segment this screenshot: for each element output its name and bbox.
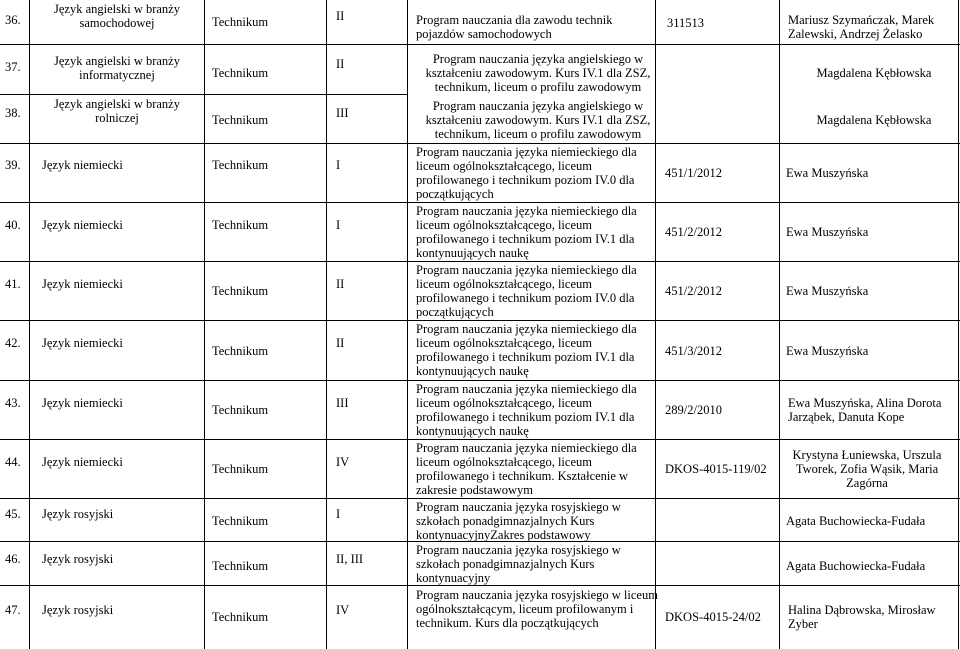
program-number-cell: DKOS-4015-119/02 xyxy=(665,462,767,476)
subject-cell: Język rosyjski xyxy=(42,603,114,617)
program-cell: Program nauczania języka niemieckiego dla liceum ogólnokształcącego, liceum profilowanego i technikum poziom IV.1 dla kontynuujących naukę xyxy=(416,382,637,438)
grid-line xyxy=(0,380,960,381)
authors-cell: Ewa Muszyńska xyxy=(786,166,869,180)
grid-line xyxy=(0,143,960,144)
authors-cell: Halina Dąbrowska, Mirosław Zyber xyxy=(788,603,936,631)
school-cell: Technikum xyxy=(212,514,269,528)
row-number: 46. xyxy=(5,552,21,566)
program-cell: Program nauczania dla zawodu technik pojazdów samochodowych xyxy=(416,13,613,41)
grid-line xyxy=(0,320,960,321)
program-cell: Program nauczania języka angielskiego w kształceniu zawodowym. Kurs IV.1 dla ZSZ, technikum, liceum o profilu zawodowym xyxy=(425,52,651,94)
program-cell: Program nauczania języka niemieckiego dla liceum ogólnokształcącego, liceum profilowanego i technikum poziom IV.1 dla kontynuujących naukę xyxy=(416,322,637,378)
row-number: 42. xyxy=(5,336,21,350)
authors-cell: Agata Buchowiecka-Fudała xyxy=(786,559,926,573)
inline-cell xyxy=(5,158,43,172)
grid-line xyxy=(0,94,408,95)
row-number: 38. xyxy=(5,106,21,120)
class-cell: I xyxy=(336,218,341,232)
subject-cell: Język niemiecki xyxy=(42,277,123,291)
grid-line xyxy=(0,439,960,440)
subject-cell: Język niemiecki xyxy=(42,218,123,232)
grid-line xyxy=(0,498,960,499)
school-cell: Technikum xyxy=(212,218,269,232)
class-cell: IV xyxy=(336,455,350,469)
row-number: 37. xyxy=(5,60,21,74)
school-cell: Technikum xyxy=(212,15,269,29)
program-cell: Program nauczania języka niemieckiego dla liceum ogólnokształcącego, liceum profilowanego i technikum poziom IV.0 dla początkujących xyxy=(416,145,637,201)
grid-line xyxy=(29,0,30,649)
class-cell: II xyxy=(336,57,345,71)
school-cell: Technikum xyxy=(212,158,269,172)
row-number: 40. xyxy=(5,218,21,232)
row-number: 44. xyxy=(5,455,21,469)
grid-line xyxy=(0,261,960,262)
row-number: 36. xyxy=(5,13,21,27)
authors-cell: Agata Buchowiecka-Fudała xyxy=(786,514,926,528)
grid-line xyxy=(326,0,327,649)
authors-cell: Ewa Muszyńska, Alina Dorota Jarząbek, Danuta Kope xyxy=(788,396,942,424)
program-number-cell: 289/2/2010 xyxy=(665,403,722,417)
class-cell: II xyxy=(336,9,345,23)
class-cell: II, III xyxy=(336,552,364,566)
authors-cell: Ewa Muszyńska xyxy=(786,344,869,358)
authors-cell: Magdalena Kębłowska xyxy=(816,66,932,80)
authors-cell: Mariusz Szymańczak, Marek Zalewski, Andrzej Żelasko xyxy=(788,13,935,41)
class-cell: III xyxy=(336,396,349,410)
grid-line xyxy=(779,0,780,649)
subject-cell: Język niemiecki xyxy=(42,455,123,469)
subject-cell: Język niemiecki xyxy=(42,396,123,410)
program-number-cell: 451/2/2012 xyxy=(665,225,722,239)
row-number: 43. xyxy=(5,396,21,410)
program-cell: Program nauczania języka angielskiego w kształceniu zawodowym. Kurs IV.1 dla ZSZ, technikum, liceum o profilu zawodowym xyxy=(425,99,651,141)
program-number-cell: 451/2/2012 xyxy=(665,284,722,298)
subject-cell: Język niemiecki xyxy=(42,158,123,172)
program-number-cell: 311513 xyxy=(667,16,705,30)
class-cell: III xyxy=(336,106,349,120)
program-cell: Program nauczania języka rosyjskiego w szkołach ponadgimnazjalnych Kurs kontynuacyjny xyxy=(416,543,621,585)
program-cell: Program nauczania języka niemieckiego dla liceum ogólnokształcącego, liceum profilowanego i technikum poziom IV.0 dla początkujących xyxy=(416,263,637,319)
grid-line xyxy=(407,0,408,649)
subject-cell: Język niemiecki xyxy=(42,336,123,350)
row-number: 47. xyxy=(5,603,21,617)
school-cell: Technikum xyxy=(212,403,269,417)
program-number-cell: 451/1/2012 xyxy=(665,166,722,180)
grid-line xyxy=(958,0,959,649)
subject-cell: Język rosyjski xyxy=(42,507,114,521)
subject-cell: Język angielski w branży informatycznej xyxy=(53,54,180,82)
program-cell: Program nauczania języka rosyjskiego w liceum ogólnokształcącym, liceum profilowanym i technikum. Kurs dla początkujących xyxy=(416,588,658,630)
authors-cell: Krystyna Łuniewska, Urszula Tworek, Zofia Wąsik, Maria Zagórna xyxy=(792,448,942,490)
authors-cell: Magdalena Kębłowska xyxy=(816,113,932,127)
program-cell: Program nauczania języka rosyjskiego w szkołach ponadgimnazjalnych Kurs kontynuacyjnyZakres podstawowy xyxy=(416,500,621,542)
authors-cell: Ewa Muszyńska xyxy=(786,225,869,239)
row-number: 39. xyxy=(5,158,21,172)
row-number: 45. xyxy=(5,507,21,521)
grid-line xyxy=(0,44,960,45)
grid-line xyxy=(0,585,960,586)
subject-cell: Język angielski w branży rolniczej xyxy=(53,97,180,125)
class-cell: I xyxy=(336,507,341,521)
school-cell: Technikum xyxy=(212,66,269,80)
school-cell: Technikum xyxy=(212,559,269,573)
class-cell: I xyxy=(336,158,341,172)
school-cell: Technikum xyxy=(212,344,269,358)
subject-cell: Język rosyjski xyxy=(42,552,114,566)
program-number-cell: 451/3/2012 xyxy=(665,344,722,358)
program-cell: Program nauczania języka niemieckiego dla liceum ogólnokształcącego, liceum profilowanego i technikum poziom IV.1 dla kontynuujących naukę xyxy=(416,204,637,260)
class-cell: II xyxy=(336,336,345,350)
grid-line xyxy=(204,0,205,649)
school-cell: Technikum xyxy=(212,113,269,127)
row-number: 41. xyxy=(5,277,21,291)
school-cell: Technikum xyxy=(212,462,269,476)
class-cell: II xyxy=(336,277,345,291)
program-number-cell: DKOS-4015-24/02 xyxy=(665,610,761,624)
school-cell: Technikum xyxy=(212,284,269,298)
authors-cell: Ewa Muszyńska xyxy=(786,284,869,298)
subject-cell: Język angielski w branży samochodowej xyxy=(53,2,180,30)
school-cell: Technikum xyxy=(212,610,269,624)
program-cell: Program nauczania języka niemieckiego dla liceum ogólnokształcącego, liceum profilowanego i technikum. Kształcenie w zakresie podstawowym xyxy=(416,441,637,497)
class-cell: IV xyxy=(336,603,350,617)
grid-line xyxy=(0,202,960,203)
